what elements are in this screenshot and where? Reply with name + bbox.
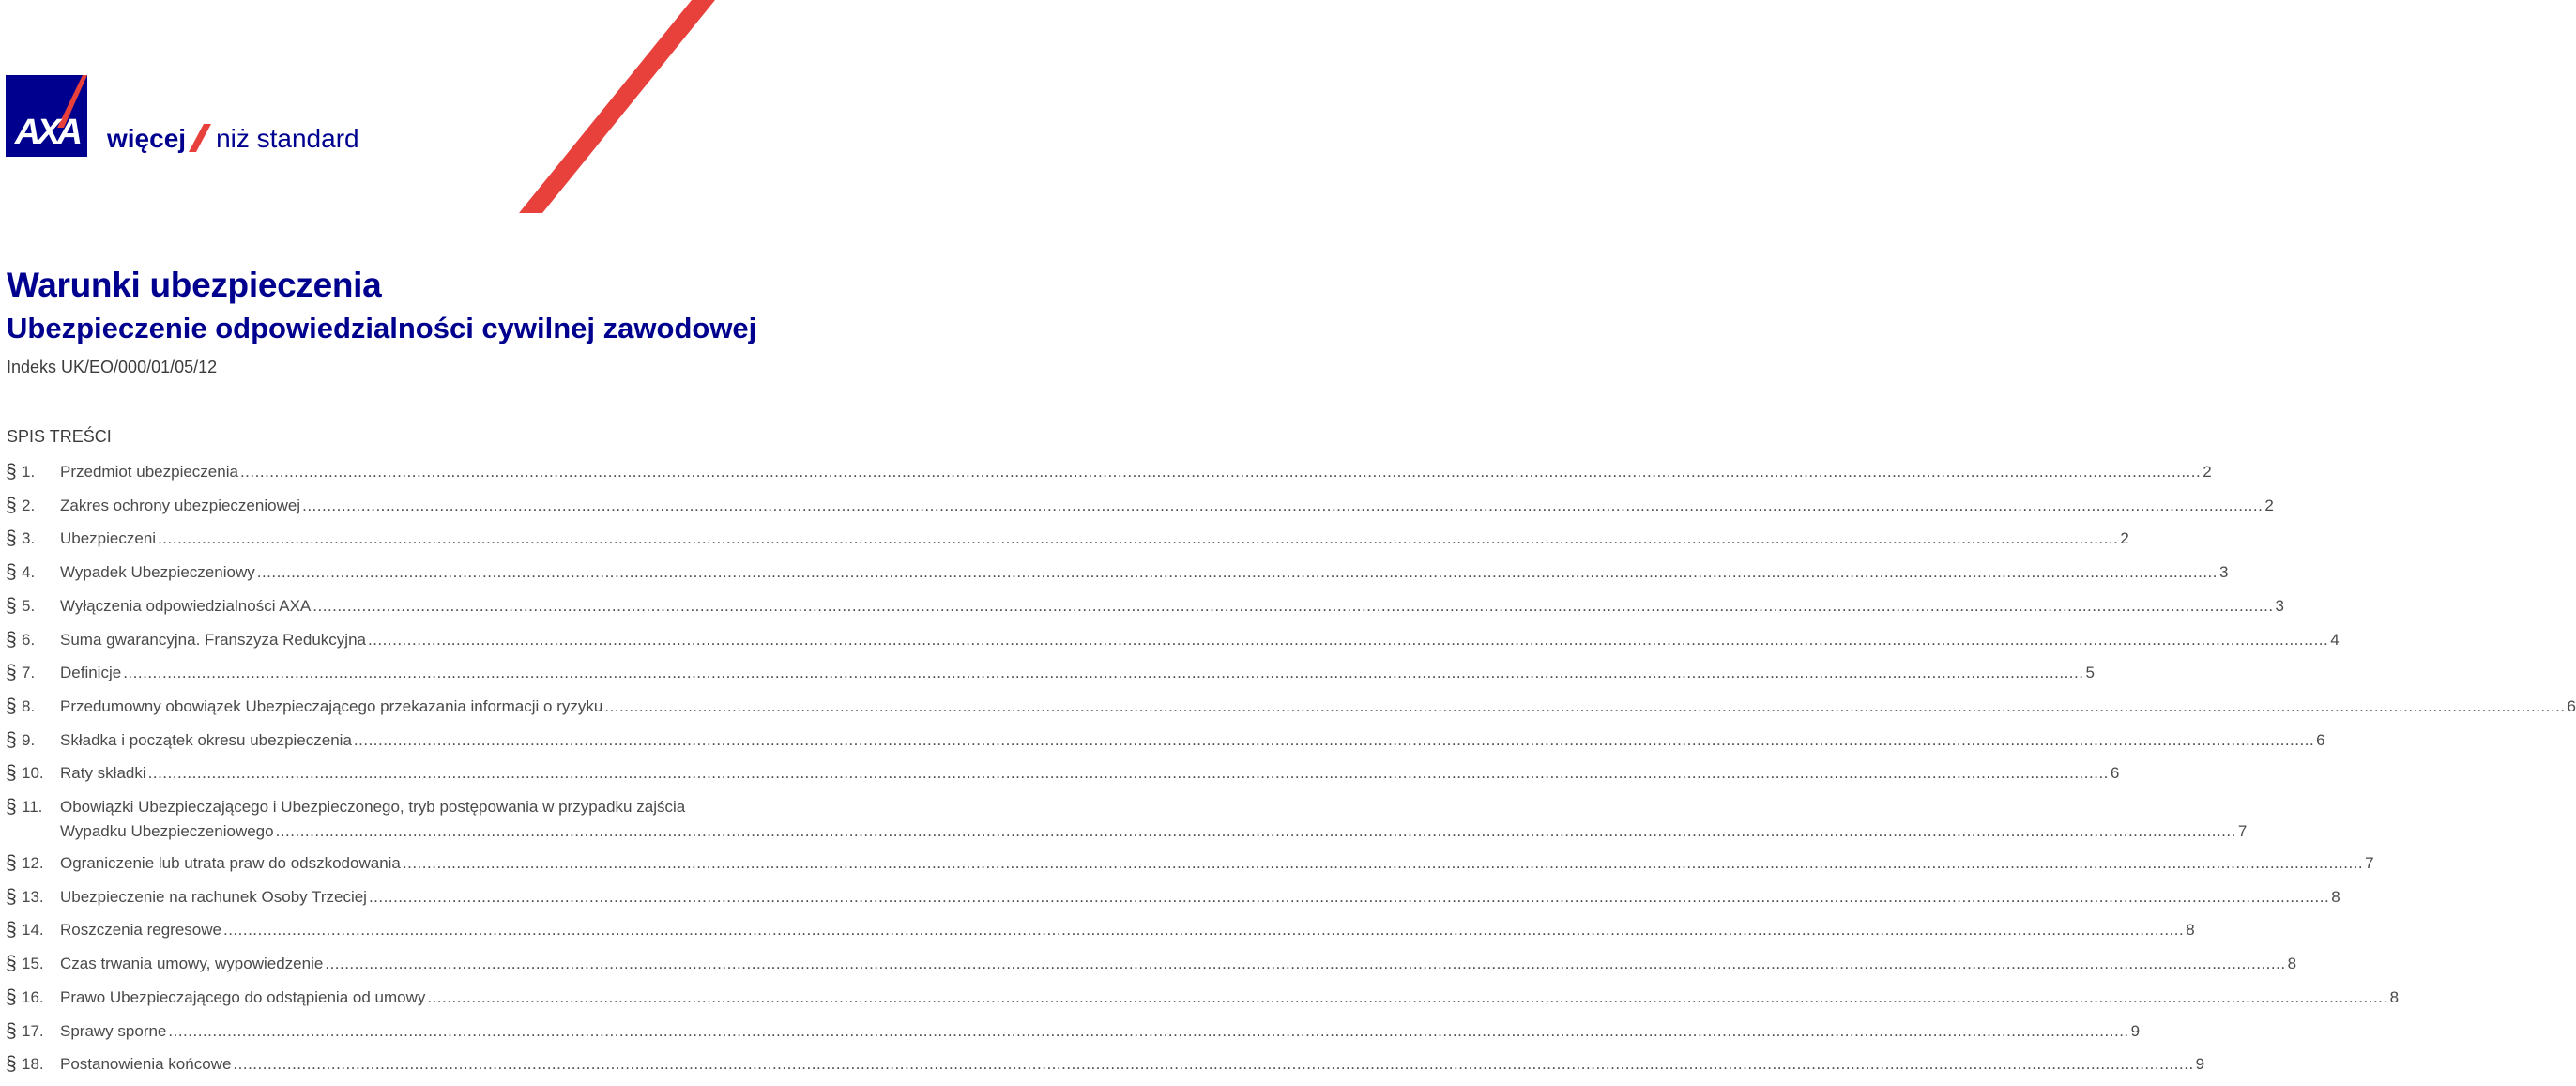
- toc-item[interactable]: [0, 728, 2325, 762]
- toc-item-line: [60, 986, 2400, 1010]
- toc-item-line: [60, 695, 2576, 719]
- toc-item-entry: [60, 1019, 2141, 1044]
- toc-item-number: 3.: [22, 529, 36, 548]
- toc-item-entry: [60, 594, 2285, 619]
- toc-leader-dots: ................................................................................................................................................................................................................................................................................................................................................................................................................: [158, 529, 2119, 548]
- axa-logo-mark: [6, 75, 87, 157]
- toc-item-title: Roszczenia regresowe: [60, 921, 221, 940]
- toc-item[interactable]: [0, 628, 2340, 662]
- tagline-rest: niż standard: [216, 124, 359, 153]
- toc-item-number: 15.: [22, 955, 44, 973]
- toc-item-entry: [60, 918, 2195, 942]
- logo-text: AXA: [14, 113, 80, 152]
- section-symbol: §: [6, 762, 17, 785]
- toc-item-entry: [60, 986, 2400, 1010]
- toc-item-number: 5.: [22, 596, 36, 615]
- toc-item-line: [60, 918, 2195, 942]
- toc-item-title: Ubezpieczeni: [60, 529, 157, 548]
- section-symbol: §: [6, 461, 17, 482]
- toc-leader-dots: ................................................................................................................................................................................................................................................................................................................................................................................................................: [233, 1055, 2194, 1074]
- toc-item-page: 8: [2331, 887, 2340, 906]
- section-symbol: §: [6, 1019, 17, 1042]
- toc-leader-dots: ................................................................................................................................................................................................................................................................................................................................................................................................................: [402, 854, 2364, 872]
- toc-item-title: Składka i początek okresu ubezpieczenia: [60, 730, 352, 749]
- toc-item-page: 6: [2110, 764, 2120, 783]
- toc-item-line: [60, 761, 2120, 786]
- toc-leader-dots: ................................................................................................................................................................................................................................................................................................................................................................................................................: [604, 696, 2566, 715]
- toc-item-line: [60, 1019, 2141, 1044]
- section-symbol: §: [6, 494, 17, 516]
- section-symbol: §: [6, 662, 17, 684]
- toc-item-title: Suma gwarancyjna. Franszyza Redukcyjna: [60, 630, 366, 649]
- toc-item-number: 9.: [22, 730, 36, 749]
- toc-item-line: [60, 527, 2129, 551]
- section-symbol: §: [6, 919, 17, 941]
- toc-leader-dots: ................................................................................................................................................................................................................................................................................................................................................................................................................: [147, 764, 2109, 783]
- toc-item-number: 17.: [22, 1021, 44, 1040]
- brand-tagline: [107, 120, 359, 158]
- toc-item-entry: [60, 460, 2212, 484]
- toc-heading: SPIS TREŚCI: [7, 427, 112, 446]
- toc-item-page: 6: [2567, 696, 2576, 715]
- toc-item[interactable]: [0, 952, 2297, 986]
- toc-item-page: 3: [2219, 563, 2229, 582]
- toc-item-title: Definicje: [60, 664, 122, 682]
- toc-item-entry: [60, 695, 2576, 719]
- section-symbol: §: [6, 695, 17, 717]
- toc-item-entry: [60, 952, 2297, 976]
- toc-item-number: 11.: [22, 798, 43, 816]
- section-symbol: §: [6, 728, 17, 751]
- toc-item-title: Prawo Ubezpieczającego do odstąpienia od umowy: [60, 987, 426, 1006]
- toc-item-entry: [60, 527, 2129, 551]
- section-symbol: §: [6, 796, 17, 818]
- toc-item-line: [60, 628, 2340, 652]
- toc-item[interactable]: [0, 761, 2120, 795]
- tagline-bold: więcej: [107, 124, 187, 153]
- section-symbol: §: [6, 528, 17, 550]
- toc-item-title: Zakres ochrony ubezpieczeniowej: [60, 496, 301, 514]
- toc-item-page: 9: [2130, 1021, 2141, 1040]
- red-diagonal-stripe: [0, 0, 901, 225]
- toc-item-number: 16.: [22, 987, 44, 1006]
- toc-item-page: 7: [2237, 822, 2248, 840]
- toc-item-page: 5: [2085, 664, 2095, 682]
- toc-item-line: [60, 594, 2285, 619]
- toc-item[interactable]: [0, 851, 2374, 885]
- toc-leader-dots: ................................................................................................................................................................................................................................................................................................................................................................................................................: [302, 496, 2264, 514]
- toc-item-page: 9: [2195, 1055, 2205, 1074]
- toc-item-number: 18.: [22, 1055, 44, 1074]
- toc-item-title: Wyłączenia odpowiedzialności AXA: [60, 596, 312, 615]
- toc-item[interactable]: [0, 695, 2576, 728]
- toc-item[interactable]: [0, 527, 2129, 560]
- toc-item-number: 1.: [22, 463, 36, 481]
- axa-logo: [6, 75, 87, 157]
- toc-item-title: Przedumowny obowiązek Ubezpieczającego przekazania informacji o ryzyku: [60, 696, 603, 715]
- toc-leader-dots: ................................................................................................................................................................................................................................................................................................................................................................................................................: [168, 1021, 2129, 1040]
- toc-item-title: Czas trwania umowy, wypowiedzenie: [60, 955, 324, 973]
- toc-item-title: Ograniczenie lub utrata praw do odszkodowania: [60, 854, 401, 872]
- toc-leader-dots: ................................................................................................................................................................................................................................................................................................................................................................................................................: [312, 596, 2274, 615]
- toc-item-line: [60, 560, 2229, 585]
- document-index: Indeks UK/EO/000/01/05/12: [7, 358, 218, 376]
- toc-item-number: 8.: [22, 696, 36, 715]
- toc-leader-dots: ................................................................................................................................................................................................................................................................................................................................................................................................................: [222, 921, 2185, 940]
- toc-item-entry: [60, 661, 2095, 685]
- toc-item[interactable]: [0, 885, 2340, 919]
- toc-leader-dots: ................................................................................................................................................................................................................................................................................................................................................................................................................: [275, 822, 2236, 840]
- toc-item-line: [60, 661, 2095, 685]
- toc-item-number: 12.: [22, 854, 44, 872]
- toc-leader-dots: ................................................................................................................................................................................................................................................................................................................................................................................................................: [239, 463, 2202, 481]
- toc-item-entry: [60, 851, 2374, 876]
- toc-item[interactable]: [0, 460, 2212, 494]
- toc-item-entry: [60, 885, 2340, 910]
- toc-item-page: 4: [2330, 630, 2340, 649]
- toc-item-line: [60, 851, 2374, 876]
- toc-item-line: [60, 460, 2212, 484]
- toc-item-line: [60, 819, 2248, 844]
- section-symbol: §: [6, 594, 17, 617]
- toc-item[interactable]: [0, 986, 2400, 1019]
- toc-item-entry: [60, 560, 2229, 585]
- toc-item-entry: [60, 1052, 2205, 1077]
- toc-item[interactable]: [0, 560, 2229, 594]
- toc-item[interactable]: [0, 795, 2248, 853]
- toc-item-number: 7.: [22, 664, 36, 682]
- toc-item-line: [60, 728, 2325, 753]
- slash-icon: [188, 124, 212, 152]
- toc-item[interactable]: [0, 661, 2095, 695]
- toc-item[interactable]: [0, 594, 2285, 628]
- toc-item-title: Postanowienia końcowe: [60, 1055, 232, 1074]
- toc-item-page: 3: [2275, 596, 2285, 615]
- toc-item-page: 8: [2389, 987, 2400, 1006]
- toc-item-page: 8: [2287, 955, 2297, 973]
- toc-item-number: 2.: [22, 496, 36, 514]
- toc-leader-dots: ................................................................................................................................................................................................................................................................................................................................................................................................................: [123, 664, 2084, 682]
- toc-item-entry: [60, 761, 2120, 786]
- section-symbol: §: [6, 986, 17, 1008]
- toc-item-number: 4.: [22, 563, 36, 582]
- toc-item-line: [60, 952, 2297, 976]
- toc-item-line: [60, 1052, 2205, 1077]
- toc-leader-dots: ................................................................................................................................................................................................................................................................................................................................................................................................................: [256, 563, 2218, 582]
- toc-item-title: Wypadek Ubezpieczeniowy: [60, 563, 255, 582]
- toc-item-title-line1: Obowiązki Ubezpieczającego i Ubezpieczonego, tryb postępowania w przypadku zajścia: [60, 798, 686, 816]
- toc-item-number: 10.: [22, 764, 44, 783]
- toc-leader-dots: ................................................................................................................................................................................................................................................................................................................................................................................................................: [368, 887, 2330, 906]
- toc-item-page: 2: [2264, 496, 2274, 514]
- toc-item-page: 6: [2316, 730, 2325, 749]
- toc-item-page: 2: [2120, 529, 2129, 548]
- toc-leader-dots: ................................................................................................................................................................................................................................................................................................................................................................................................................: [427, 987, 2388, 1006]
- toc-item-title: Sprawy sporne: [60, 1021, 167, 1040]
- toc-item-line: [60, 494, 2274, 518]
- section-symbol: §: [6, 885, 17, 908]
- section-symbol: §: [6, 1053, 17, 1076]
- toc-item[interactable]: [0, 1019, 2141, 1053]
- document-subtitle: Ubezpieczenie odpowiedzialności cywilnej zawodowej: [7, 312, 757, 344]
- toc-item-title: Raty składki: [60, 764, 146, 783]
- section-symbol: §: [6, 561, 17, 584]
- toc-item-title: Ubezpieczenie na rachunek Osoby Trzeciej: [60, 887, 367, 906]
- toc-item[interactable]: [0, 918, 2195, 952]
- toc-item-number: 13.: [22, 887, 44, 906]
- toc-item-title: Wypadku Ubezpieczeniowego: [60, 822, 274, 840]
- section-symbol: §: [6, 628, 17, 650]
- section-symbol: §: [6, 852, 17, 874]
- toc-item-entry: [60, 728, 2325, 753]
- toc-item[interactable]: [0, 494, 2274, 528]
- toc-item-line: [60, 885, 2340, 910]
- toc-item-entry: [60, 795, 2248, 844]
- toc-item-number: 14.: [22, 921, 44, 940]
- toc-item-entry: [60, 494, 2274, 518]
- toc-item-page: 7: [2365, 854, 2374, 872]
- section-symbol: §: [6, 953, 17, 975]
- toc-item[interactable]: [0, 1052, 2205, 1086]
- toc-item-page: 8: [2186, 921, 2195, 940]
- toc-item-page: 2: [2203, 463, 2212, 481]
- toc-item-number: 6.: [22, 630, 36, 649]
- toc-item-title: Przedmiot ubezpieczenia: [60, 463, 238, 481]
- toc-item-entry: [60, 628, 2340, 652]
- document-title: Warunki ubezpieczenia: [7, 266, 382, 304]
- toc-leader-dots: ................................................................................................................................................................................................................................................................................................................................................................................................................: [325, 955, 2286, 973]
- toc-leader-dots: ................................................................................................................................................................................................................................................................................................................................................................................................................: [353, 730, 2315, 749]
- toc-leader-dots: ................................................................................................................................................................................................................................................................................................................................................................................................................: [367, 630, 2329, 649]
